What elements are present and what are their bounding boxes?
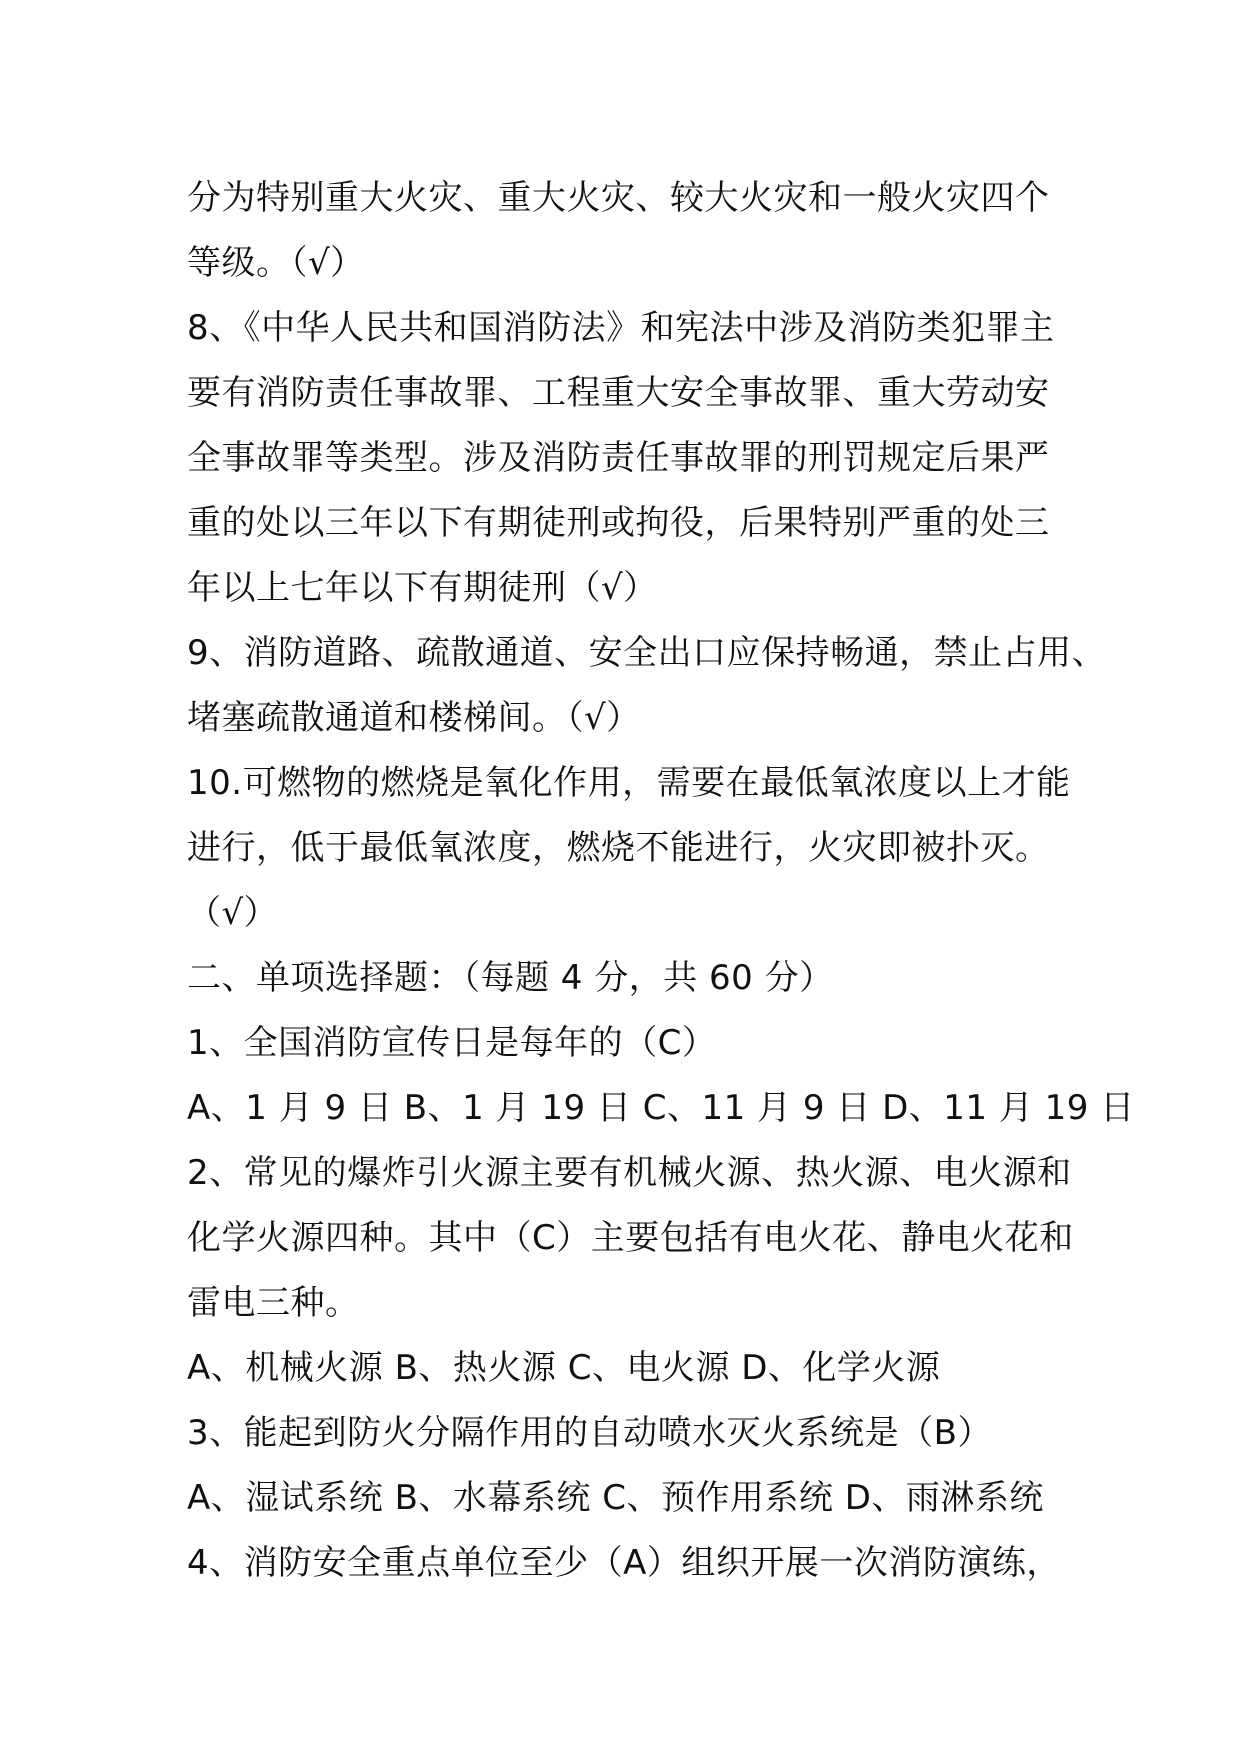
document-body bbox=[187, 166, 1135, 1596]
text-line: 分为特别重大火灾、重大火灾、较大火灾和一般火灾四个 bbox=[187, 178, 1050, 218]
options-line: A、机械火源 B、热火源 C、电火源 D、化学火源 bbox=[187, 1348, 941, 1388]
text-line: 等级。（√） bbox=[187, 243, 365, 283]
options-line: A、湿试系统 B、水幕系统 C、预作用系统 D、雨淋系统 bbox=[187, 1478, 1044, 1518]
question-line: 4、消防安全重点单位至少（A）组织开展一次消防演练， bbox=[187, 1543, 1061, 1583]
text-line: 进行，低于最低氧浓度，燃烧不能进行，火灾即被扑灭。 bbox=[187, 828, 1050, 868]
section-heading: 二、单项选择题：（每题 4 分，共 60 分） bbox=[187, 958, 834, 998]
question-line: 2、常见的爆炸引火源主要有机械火源、热火源、电火源和 bbox=[187, 1153, 1072, 1193]
question-line: 雷电三种。 bbox=[187, 1283, 360, 1323]
text-line: 9、消防道路、疏散通道、安全出口应保持畅通，禁止占用、 bbox=[187, 633, 1107, 673]
question-line: 化学火源四种。其中（C）主要包括有电火花、静电火花和 bbox=[187, 1218, 1074, 1258]
question-line: 3、能起到防火分隔作用的自动喷水灭火系统是（B） bbox=[187, 1413, 992, 1453]
text-line: 8、《中华人民共和国消防法》和宪法中涉及消防类犯罪主 bbox=[187, 308, 1055, 348]
text-line: 年以上七年以下有期徒刑（√） bbox=[187, 568, 658, 608]
text-line: 堵塞疏散通道和楼梯间。（√） bbox=[187, 698, 641, 738]
text-line: 重的处以三年以下有期徒刑或拘役，后果特别严重的处三 bbox=[187, 503, 1050, 543]
text-line: 全事故罪等类型。涉及消防责任事故罪的刑罚规定后果严 bbox=[187, 438, 1050, 478]
text-line: 10.可燃物的燃烧是氧化作用，需要在最低氧浓度以上才能 bbox=[187, 763, 1071, 803]
question-line: 1、全国消防宣传日是每年的（C） bbox=[187, 1023, 717, 1063]
text-line: 要有消防责任事故罪、工程重大安全事故罪、重大劳动安 bbox=[187, 373, 1050, 413]
options-line: A、1 月 9 日 B、1 月 19 日 C、11 月 9 日 D、11 月 19 日 bbox=[187, 1088, 1135, 1128]
text-line: （√） bbox=[187, 893, 279, 933]
